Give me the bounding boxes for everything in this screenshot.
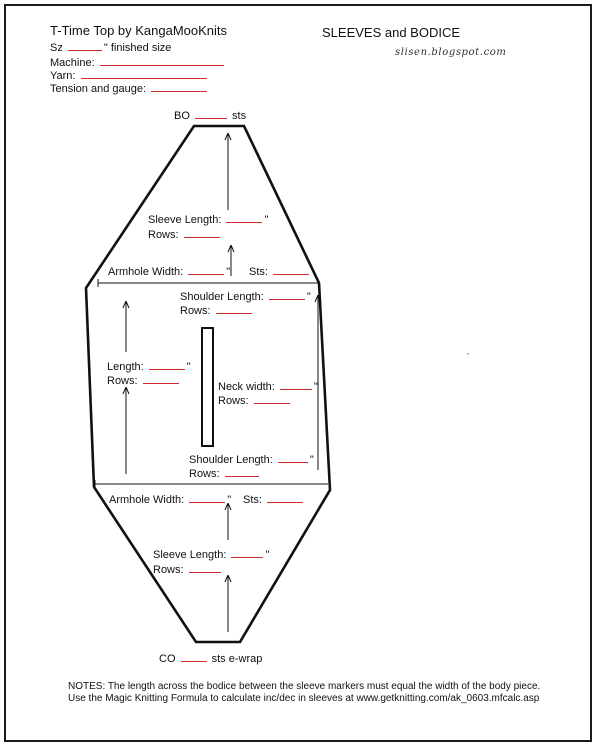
body-rows-label: Rows: (107, 375, 138, 387)
shoulder-bottom-label: Shoulder Length: (189, 454, 273, 466)
sleeve-bottom-rows (153, 562, 223, 577)
neck-rows-blank[interactable] (254, 393, 290, 404)
body-rows (107, 373, 181, 388)
speck (467, 353, 469, 355)
neck-width (218, 379, 318, 394)
shoulder-bottom-length (189, 452, 314, 467)
bo-unit: sts (232, 110, 247, 122)
armhole-top-sts-label: Sts: (249, 266, 268, 278)
size-label: Sz (50, 42, 63, 54)
armhole-top-width-blank[interactable] (188, 264, 224, 275)
sleeve-bottom-rows-label: Rows: (153, 564, 184, 576)
body-length-label: Length: (107, 361, 144, 373)
bo-label: BO (174, 110, 190, 122)
sleeve-bottom-length-blank[interactable] (231, 547, 263, 558)
inch-mark: " (264, 214, 269, 226)
neck-rows (218, 393, 292, 408)
inch-mark: " (227, 494, 232, 506)
co-blank[interactable] (181, 651, 207, 662)
neck-width-blank[interactable] (280, 379, 312, 390)
shoulder-top-label: Shoulder Length: (180, 291, 264, 303)
inch-mark: " (306, 291, 311, 303)
armhole-top-sts-blank[interactable] (273, 264, 309, 275)
bind-off-field (174, 108, 246, 123)
cast-on-field (159, 651, 262, 666)
neck-width-label: Neck width: (218, 381, 275, 393)
sleeve-top-rows-blank[interactable] (184, 227, 220, 238)
armhole-bottom-sts-label: Sts: (243, 494, 262, 506)
section-heading: SLEEVES and BODICE (322, 25, 461, 40)
shoulder-top-blank[interactable] (269, 289, 305, 300)
armhole-bottom-width-blank[interactable] (189, 492, 225, 503)
notes-line-1: NOTES: The length across the bodice between the sleeve markers must equal the width of the body piece. (68, 681, 541, 692)
sleeve-top-rows (148, 227, 222, 242)
sleeve-bottom-length (153, 547, 269, 562)
co-unit: sts e-wrap (211, 653, 263, 665)
machine-label: Machine: (50, 57, 95, 69)
armhole-bottom-width (109, 492, 231, 507)
sleeve-top-rows-label: Rows: (148, 229, 179, 241)
inch-mark: " (313, 381, 318, 393)
body-length-blank[interactable] (149, 359, 185, 370)
body-length (107, 359, 191, 374)
inch-mark: " (309, 454, 314, 466)
sleeve-bottom-rows-blank[interactable] (189, 562, 221, 573)
armhole-bottom-sts (243, 492, 305, 507)
armhole-top-width-label: Armhole Width: (108, 266, 184, 278)
shoulder-bottom-rows-label: Rows: (189, 468, 220, 480)
inch-mark: " (226, 266, 231, 278)
tension-label: Tension and gauge: (50, 83, 147, 95)
sleeve-top-length (148, 212, 268, 227)
blog-url: slisen.blogspot.com (395, 47, 507, 58)
shoulder-top-length (180, 289, 311, 304)
inch-mark: " (265, 549, 270, 561)
shoulder-top-rows-blank[interactable] (216, 303, 252, 314)
shoulder-bottom-rows-blank[interactable] (225, 466, 259, 477)
size-suffix: " finished size (103, 42, 172, 54)
shoulder-top-rows (180, 303, 254, 318)
body-rows-blank[interactable] (143, 373, 179, 384)
bo-blank[interactable] (195, 108, 227, 119)
co-label: CO (159, 653, 176, 665)
neck-rows-label: Rows: (218, 395, 249, 407)
sleeve-top-length-label: Sleeve Length: (148, 214, 222, 226)
shoulder-top-rows-label: Rows: (180, 305, 211, 317)
armhole-bottom-sts-blank[interactable] (267, 492, 303, 503)
armhole-top-width (108, 264, 230, 279)
armhole-top-sts (249, 264, 311, 279)
notes-line-2: Use the Magic Knitting Formula to calculate inc/dec in sleeves at www.getknitting.com/ak_0603.mfcalc.asp (68, 693, 540, 704)
armhole-bottom-width-label: Armhole Width: (109, 494, 185, 506)
neck-opening (202, 328, 213, 446)
inch-mark: " (186, 361, 191, 373)
pattern-title: T-Time Top by KangaMooKnits (50, 23, 228, 38)
sleeve-bottom-length-label: Sleeve Length: (153, 549, 227, 561)
yarn-label: Yarn: (50, 70, 76, 82)
shoulder-bottom-blank[interactable] (278, 452, 308, 463)
shoulder-bottom-rows (189, 466, 261, 481)
sleeve-top-length-blank[interactable] (226, 212, 262, 223)
